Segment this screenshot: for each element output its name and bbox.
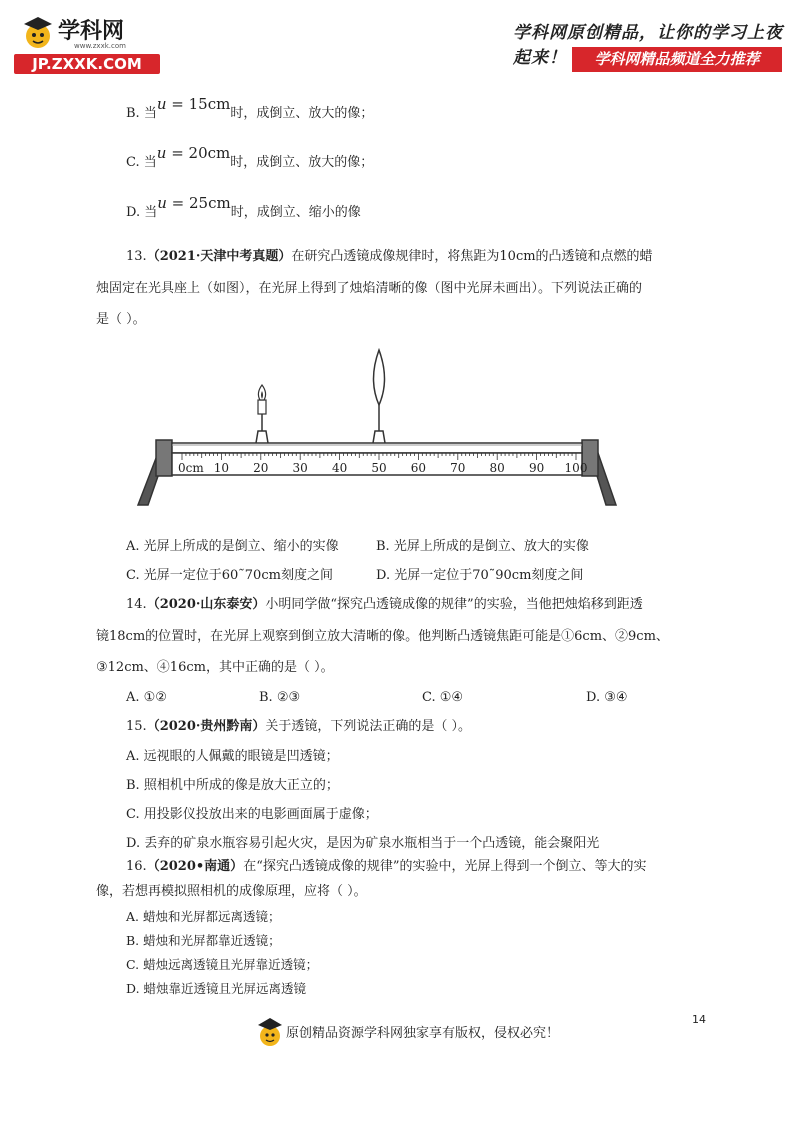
q15-number: 15. — [126, 719, 147, 734]
q12-option-b: B. 当u = 15cm时，成倒立、放大的像； — [126, 95, 374, 121]
ruler-label: 40 — [331, 461, 348, 475]
q16-option-d: D. 蜡烛靠近透镜且光屏远离透镜 — [126, 981, 307, 996]
q15-source: （2020·贵州黔南） — [146, 719, 266, 734]
q13-line2: 烛固定在光具座上（如图），在光屏上得到了烛焰清晰的像（图中光屏未画出）。下列说法正确的 — [96, 281, 643, 296]
brand-name: 学科网 — [58, 19, 125, 44]
q16-line2: 像，若想再模拟照相机的成像原理，应将（ ）。 — [96, 884, 367, 899]
ruler-label: 70 — [450, 461, 466, 475]
site-url-badge: JP.ZXXK.COM — [14, 54, 160, 74]
q13-option-d: D. 光屏一定位于70˜90cm刻度之间 — [376, 568, 584, 583]
ruler-label: 0cm — [178, 461, 204, 475]
q13-source: （2021·天津中考真题） — [146, 249, 292, 264]
q14-source: （2020·山东泰安） — [146, 597, 266, 612]
ruler-label: 80 — [489, 461, 505, 475]
q13-line3: 是（ ）。 — [96, 312, 146, 327]
q14-line2: 镜18cm的位置时，在光屏上观察到倒立放大清晰的像。他判断凸透镜焦距可能是①6cm、②9cm、 — [96, 629, 669, 644]
ruler-label: 20 — [253, 461, 269, 475]
q13-line1: 13.（2021·天津中考真题）在研究凸透镜成像规律时，将焦距为10cm的凸透镜和点燃的蜡 — [126, 249, 653, 264]
q14-option-b: B. ②③ — [259, 690, 301, 705]
candle-on-holder — [256, 385, 268, 443]
q13-option-b: B. 光屏上所成的是倒立、放大的实像 — [376, 539, 589, 554]
ruler-label: 100 — [564, 461, 588, 475]
header-slogan: 学科网原创精品，让你的学习上夜起来！ — [513, 23, 783, 68]
mascot-icon — [22, 14, 56, 50]
q14-option-d: D. ③④ — [586, 690, 628, 705]
q15-option-a: A. 远视眼的人佩戴的眼镜是凹透镜； — [126, 749, 339, 764]
ruler-label: 10 — [213, 461, 230, 475]
q12-option-d: D. 当u = 25cm时，成倒立、缩小的像 — [126, 194, 361, 220]
q14-option-c: C. ①④ — [422, 690, 464, 705]
copyright-notice: 原创精品资源学科网独家享有版权，侵权必究！ — [286, 1026, 560, 1041]
q15-option-c: C. 用投影仪投放出来的电影画面属于虚像； — [126, 807, 378, 822]
mascot-icon — [257, 1014, 283, 1048]
q16-source: （2020•南通） — [146, 859, 244, 874]
q15-line1: 15.（2020·贵州黔南）关于透镜，下列说法正确的是（ ）。 — [126, 719, 472, 734]
ruler-label: 30 — [292, 461, 308, 475]
q16-line1: 16.（2020•南通）在“探究凸透镜成像的规律”的实验中，光屏上得到一个倒立、等大的实 — [126, 859, 647, 874]
ruler-label: 50 — [371, 461, 387, 475]
q14-option-a: A. ①② — [126, 690, 167, 705]
page-number: 14 — [692, 1013, 706, 1026]
q13-number: 13. — [126, 249, 147, 264]
q16-option-a: A. 蜡烛和光屏都远离透镜； — [126, 909, 281, 924]
ruler-label: 60 — [410, 461, 427, 475]
q13-option-c: C. 光屏一定位于60˜70cm刻度之间 — [126, 568, 333, 583]
q14-line3: ③12cm、④16cm，其中正确的是（ ）。 — [96, 660, 334, 675]
bench-left-block — [156, 440, 172, 476]
q16-option-c: C. 蜡烛远离透镜且光屏靠近透镜； — [126, 957, 319, 972]
q14-number: 14. — [126, 597, 147, 612]
q16-number: 16. — [126, 859, 147, 874]
optical-bench-figure — [130, 345, 630, 515]
brand-logo — [22, 12, 152, 52]
q16-option-b: B. 蜡烛和光屏都靠近透镜； — [126, 933, 281, 948]
q15-option-b: B. 照相机中所成的像是放大正立的； — [126, 778, 339, 793]
ruler-label: 90 — [528, 461, 545, 475]
convex-lens-on-holder — [373, 350, 385, 443]
q13-option-a: A. 光屏上所成的是倒立、缩小的实像 — [126, 539, 339, 554]
q15-option-d: D. 丢弃的矿泉水瓶容易引起火灾，是因为矿泉水瓶相当于一个凸透镜，能会聚阳光 — [126, 836, 600, 851]
channel-banner: 学科网精品频道全力推荐 — [572, 47, 782, 72]
q14-line1: 14.（2020·山东泰安）小明同学做“探究凸透镜成像的规律”的实验，当他把烛焰移到距透 — [126, 597, 643, 612]
brand-domain: www.zxxk.com — [74, 42, 126, 50]
q12-option-c: C. 当u = 20cm时，成倒立、放大的像； — [126, 144, 374, 170]
